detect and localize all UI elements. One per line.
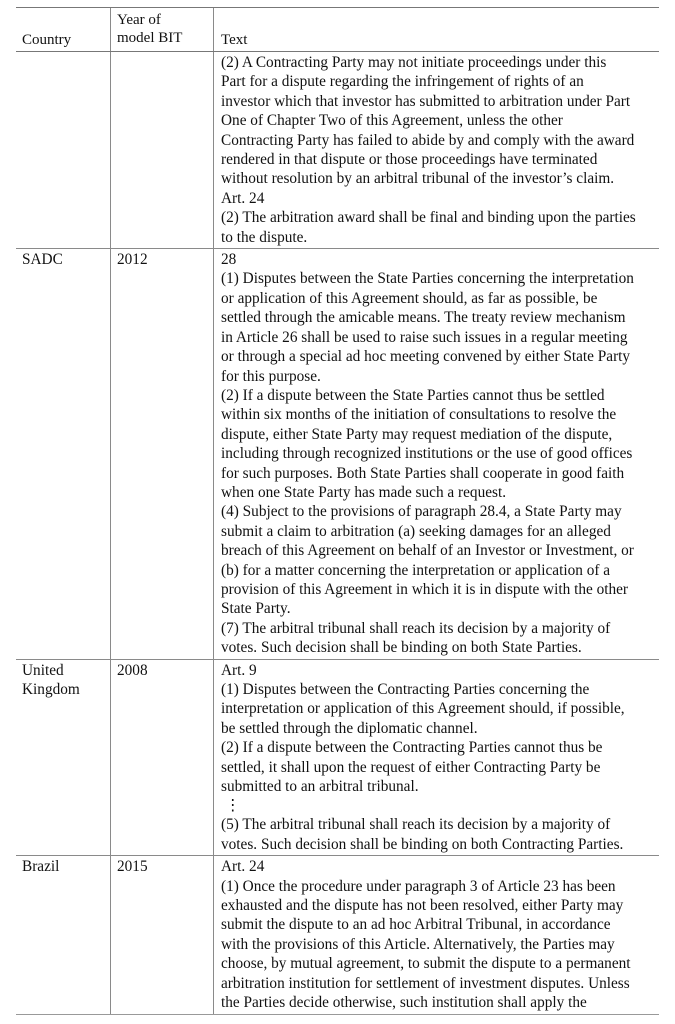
header-year-line-2: model BIT	[117, 30, 183, 46]
treaty-text-line: votes. Such decision shall be binding on both Contracting Parties.	[221, 835, 624, 853]
treaty-text-line: settled, it shall upon the request of either Contracting Party be	[221, 758, 601, 776]
country-name-line: SADC	[22, 251, 63, 269]
treaty-text-line: (b) for a matter concerning the interpretation or application of a	[221, 561, 611, 579]
treaty-text-line: (1) Disputes between the State Parties concerning the interpretation	[221, 270, 634, 288]
treaty-text-line: without resolution by an arbitral tribunal of the investor’s claim.	[221, 170, 615, 188]
treaty-text-cell	[214, 249, 659, 659]
year-cell	[111, 52, 214, 248]
treaty-text-line: be settled through the diplomatic channel.	[221, 719, 478, 737]
treaty-text-line: (5) The arbitral tribunal shall reach its decision by a majority of	[221, 816, 611, 834]
treaty-text-line: investor which that investor has submitted to arbitration under Part	[221, 92, 631, 110]
treaty-text-line: (2) The arbitration award shall be final and binding upon the parties	[221, 209, 636, 227]
year-cell	[111, 856, 214, 1013]
year-value: 2015	[117, 858, 148, 876]
treaty-text-line: One of Chapter Two of this Agreement, unless the other	[221, 112, 563, 130]
header-country-label: Country	[22, 32, 72, 48]
treaty-text-line: (2) If a dispute between the Contracting Parties cannot thus be	[221, 739, 603, 757]
treaty-text-line: Contracting Party has failed to abide by and comply with the award	[221, 131, 635, 149]
country-cell	[16, 660, 111, 856]
treaty-text-line: submitted to an arbitral tribunal.	[221, 778, 419, 796]
treaty-text-line: with the provisions of this Article. Alternatively, the Parties may	[221, 935, 615, 953]
treaty-text-line: (4) Subject to the provisions of paragraph 28.4, a State Party may	[221, 503, 622, 521]
column-header-text	[214, 8, 659, 51]
treaty-text-cell	[214, 660, 659, 856]
year-cell	[111, 249, 214, 659]
treaty-text-line: (2) If a dispute between the State Parties cannot thus be settled	[221, 386, 605, 404]
treaty-text-line: for such purposes. Both State Parties shall cooperate in good faith	[221, 464, 625, 482]
treaty-text-line: or application of this Agreement should, as far as possible, be	[221, 289, 598, 307]
treaty-text-line: provision of this Agreement in which it is in dispute with the other	[221, 580, 629, 598]
country-name-line: Kingdom	[22, 681, 80, 698]
column-header-year	[111, 8, 214, 51]
table-row	[16, 249, 659, 660]
header-year-label	[117, 11, 182, 47]
year-cell	[111, 660, 214, 856]
treaty-text-cell	[214, 856, 659, 1013]
table-body	[16, 52, 659, 1015]
treaty-text-line: (1) Once the procedure under paragraph 3 of Article 23 has been	[221, 877, 616, 895]
treaty-text-line: settled through the amicable means. The treaty review mechanism	[221, 309, 626, 327]
table-row	[16, 660, 659, 857]
treaty-text-line: within six months of the initiation of consultations to resolve the	[221, 406, 617, 424]
treaty-text-line: arbitration institution for settlement of investment disputes. Unless	[221, 974, 630, 992]
treaty-text-line: State Party.	[221, 600, 291, 618]
treaty-text-line: for this purpose.	[221, 367, 321, 385]
treaty-text-line: to the dispute.	[221, 228, 308, 246]
bit-dispute-table	[16, 7, 659, 1015]
header-year-line-1: Year of	[117, 12, 161, 28]
treaty-text-line: submit the dispute to an ad hoc Arbitral Tribunal, in accordance	[221, 916, 611, 934]
treaty-text-line: Art. 9	[221, 661, 257, 679]
table-row	[16, 52, 659, 249]
treaty-text-line: submit a claim to arbitration (a) seeking damages for an alleged	[221, 522, 611, 540]
year-value: 2012	[117, 251, 148, 269]
treaty-text-line: votes. Such decision shall be binding on both State Parties.	[221, 639, 582, 657]
treaty-text-line: including through recognized institutions or the use of good offices	[221, 445, 633, 463]
treaty-text-line: when one State Party has made such a request.	[221, 483, 507, 501]
treaty-text-line: choose, by mutual agreement, to submit the dispute to a permanent	[221, 955, 631, 973]
treaty-text-line: the Parties decide otherwise, such institution shall apply the	[221, 994, 587, 1012]
treaty-text-line: (1) Disputes between the Contracting Parties concerning the	[221, 681, 590, 698]
treaty-text-line: or through a special ad hoc meeting convened by either State Party	[221, 348, 631, 366]
treaty-text-line: in Article 26 shall be used to raise such issues in a regular meeting	[221, 328, 628, 346]
country-cell	[16, 52, 111, 248]
treaty-text-line: Art. 24	[221, 189, 265, 207]
ellipsis-vertical-icon: ⋮	[225, 797, 241, 815]
treaty-text-line: Art. 24	[221, 858, 265, 876]
treaty-text-line: breach of this Agreement on behalf of an Investor or Investment, or	[221, 542, 634, 560]
treaty-text-line: 28	[221, 251, 237, 269]
treaty-text-line: rendered in that dispute or those proceedings have terminated	[221, 151, 598, 169]
country-cell	[16, 249, 111, 659]
treaty-text-line: (7) The arbitral tribunal shall reach its decision by a majority of	[221, 619, 611, 637]
country-name-line: United	[22, 661, 64, 679]
country-cell	[16, 856, 111, 1013]
year-value: 2008	[117, 661, 148, 679]
table-header-row	[16, 8, 659, 52]
treaty-text-line: Part for a dispute regarding the infringement of rights of an	[221, 73, 584, 91]
treaty-text-line: exhausted and the dispute has not been resolved, either Party may	[221, 897, 624, 915]
column-header-country	[16, 8, 111, 51]
treaty-text-line: (2) A Contracting Party may not initiate proceedings under this	[221, 54, 607, 71]
treaty-text-cell	[214, 52, 659, 248]
treaty-text-line: dispute, either State Party may request mediation of the dispute,	[221, 425, 613, 443]
treaty-text-line: interpretation or application of this Agreement should, if possible,	[221, 700, 625, 718]
header-text-label: Text	[221, 32, 248, 48]
country-name-line: Brazil	[22, 858, 60, 876]
table-row	[16, 856, 659, 1014]
